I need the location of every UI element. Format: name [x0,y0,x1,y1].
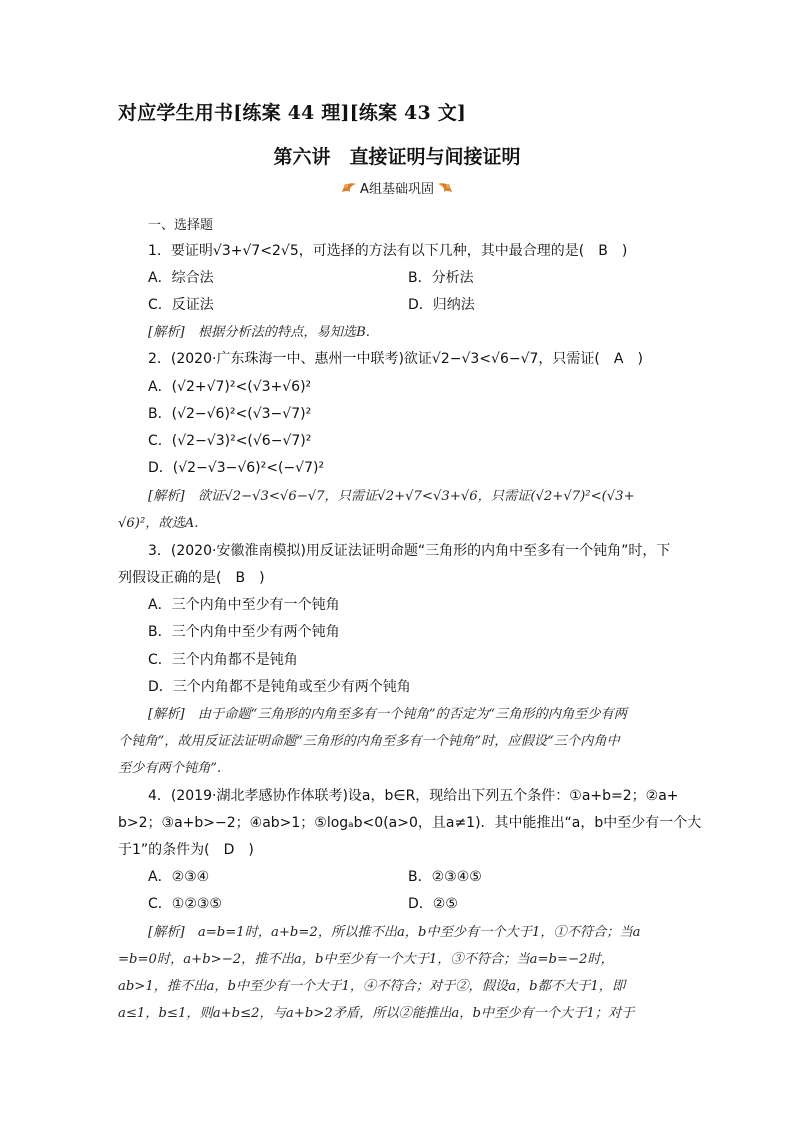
q4-option-d: D．②⑤ [408,896,458,912]
q3-stem-line1: 3．(2020·安徽淮南模拟)用反证法证明命题“三角形的内角中至多有一个钝角”时，下 [148,543,671,559]
page-title: 第六讲 直接证明与间接证明 [273,146,521,168]
q1-stem: 1．要证明√3+√7<2√5，可选择的方法有以下几种，其中最合理的是( B ) [148,243,628,259]
q4-option-a: A．②③④ [148,869,210,885]
q4-stem-line2: b>2；③a+b>−2；④ab>1；⑤logₐb<0(a>0，且a≠1)．其中能推出“a，b中至少有一个大 [118,815,702,831]
q4-option-b: B．②③④⑤ [408,869,482,885]
q4-explanation-line4: a≤1，b≤1，则a+b≤2，与a+b>2矛盾，所以②能推出a，b中至少有一个大于1；对于 [118,1006,635,1021]
q3-explanation-line1: [解析] 由于命题“三角形的内角至多有一个钝角”的否定为“三角形的内角至少有两 [148,707,627,722]
q2-option-a: A．(√2+√7)²<(√3+√6)² [148,379,312,395]
q3-option-b: B．三个内角中至少有两个钝角 [148,624,340,640]
q4-stem-line3: 于1”的条件为( D ) [118,842,254,858]
q2-explanation-line2: √6)²，故选A. [118,516,199,531]
q1-option-d: D．归纳法 [408,297,475,313]
q2-option-d: D．(√2−√3−√6)²<(−√7)² [148,460,325,476]
q1-explanation: [解析] 根据分析法的特点，易知选B. [148,325,370,340]
q1-option-c: C．反证法 [148,297,214,313]
q3-stem-line2: 列假设正确的是( B ) [118,570,265,586]
q4-explanation-line2: =b=0时，a+b>−2，推不出a，b中至少有一个大于1，③不符合；当a=b=−2时， [118,952,614,967]
section-heading: 一、选择题 [148,218,214,233]
header-line: 对应学生用书[练案 44 理][练案 43 文] [118,102,467,124]
q2-stem: 2．(2020·广东珠海一中、惠州一中联考)欲证√2−√3<√6−√7，只需证( A ) [148,351,643,367]
q3-option-a: A．三个内角中至少有一个钝角 [148,597,340,613]
q1-option-a: A．综合法 [148,270,214,286]
group-label: A组基础巩固 [360,182,434,197]
q1-option-b: B．分析法 [408,270,474,286]
group-banner [0,178,794,200]
q4-stem-line1: 4．(2019·湖北孝感协作体联考)设a，b∈R，现给出下列五个条件：①a+b=2；②a+ [148,788,679,804]
right-ornament-icon [436,180,454,196]
left-ornament-icon [340,180,358,196]
q4-option-c: C．①②③⑤ [148,896,222,912]
q2-explanation-line1: [解析] 欲证√2−√3<√6−√7，只需证√2+√7<√3+√6，只需证(√2+√7)²<(√3+ [148,489,635,504]
q4-explanation-line1: [解析] a=b=1时，a+b=2，所以推不出a，b中至少有一个大于1，①不符合；当a [148,925,641,940]
q3-option-c: C．三个内角都不是钝角 [148,652,298,668]
q3-option-d: D．三个内角都不是钝角或至少有两个钝角 [148,679,411,695]
q3-explanation-line2: 个钝角”，故用反证法证明命题“三角形的内角至多有一个钝角”时，应假设“三个内角中 [118,734,620,749]
q3-explanation-line3: 至少有两个钝角”. [118,761,222,776]
q2-option-c: C．(√2−√3)²<(√6−√7)² [148,433,312,449]
q4-explanation-line3: ab>1，推不出a，b中至少有一个大于1，④不符合；对于②，假设a，b都不大于1，即 [118,979,626,994]
q2-option-b: B．(√2−√6)²<(√3−√7)² [148,406,312,422]
